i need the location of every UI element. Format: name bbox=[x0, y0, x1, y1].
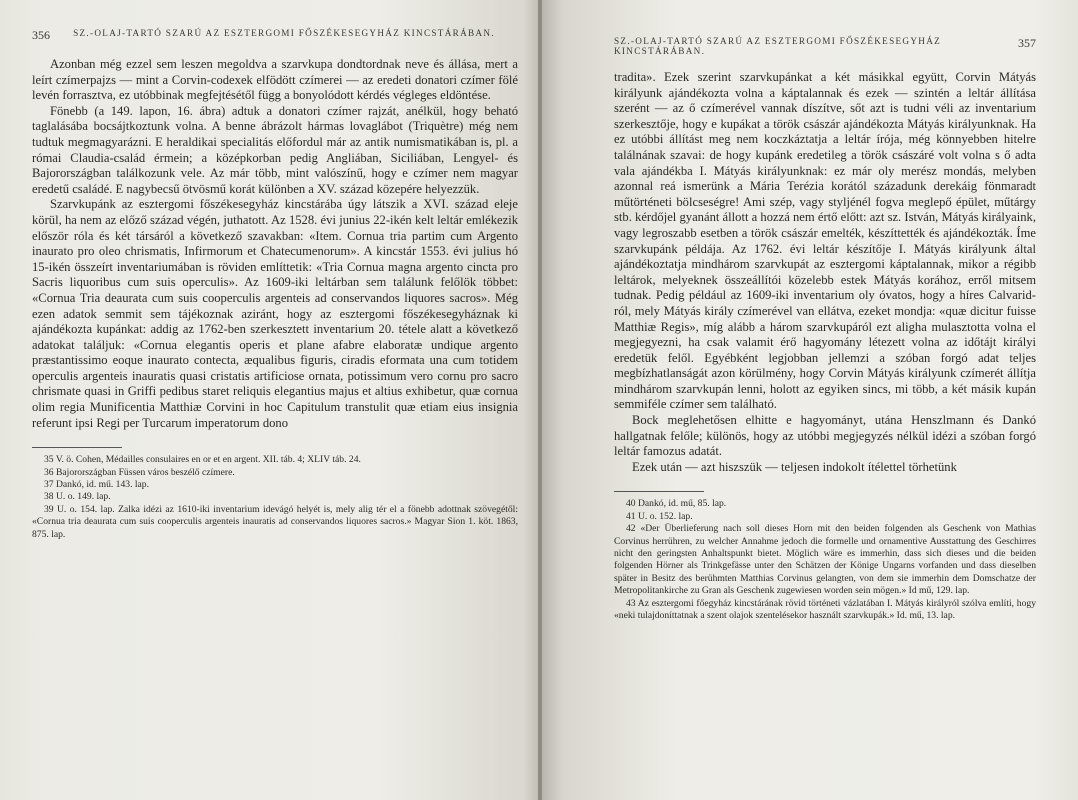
left-paragraph: Szarvkupánk az esztergomi főszékesegyház kincstárába úgy látszik a XVI. század eleje körül, ha nem az előző század végén, juthatott. Az 1528. évi junius 22-ikén kelt leltár emlékezik először róla és két társáról a következő szavakban: «Item. Cornua tria partim cum Argento inaurato pro oleo chrismatis, Infirmorum et Chatecumenorum». A kincstár 1553. évi julius hó 15-ikén összeírt inventariumában is röviden említtetik: «Tria Cornua magna argento cincta pro Sacris liquoribus cum suis operculis». Az 1609-iki leltárban sem találunk felőlök többet: «Cornua Tria deaurata cum suis cooperculis argenteis ad conservandos liquores sacros». Még ezen adatok semmit sem tájékoznak aziránt, hogy az esztergomi főszékesegyháznak ki ajándékozta kupánkat: addig az 1762-ben szerkesztett inventarium 20. tétele alatt a következő adatokat találjuk: «Cornua elegantis operis et plane afabre elaboratæ undique argento præstantissimo eoque inaurato contecta, æqualibus figuris, ciradis eformata una cum totidem operculis argenteis inauratis quasi cristatis artificiose ornata, potissimum vero cornu pro sacro chrismate quasi in Griffi pedibus staret reliquis elegantius majus et altius exhibetur, quæ cornua olim regia Munificentia Matthiæ Corvini in hoc Capitulum transtulit quæ etiam eius insignia referunt ipsi Regi per Turcarum imperatorum dono bbox=[32, 197, 518, 430]
right-paragraph: Bock meglehetősen elhitte e hagyományt, utána Henszlmann és Dankó hallgatnak felőle; különös, hogy az utóbbi megjegyzés nélkül idézi a szóban forgó leltár famozus adatát. bbox=[614, 413, 1036, 459]
footnote: 39 U. o. 154. lap. Zalka idézi az 1610-iki inventarium idevágó helyét is, mely alig tér el a fönebb adottnak szövegétől: «Cornua tria deaurata cum suis cooperculis argenteis inauratis ad conservandos liquores sacros.» Magyar Sion 1. köt. 1863, 875. lap. bbox=[32, 503, 518, 540]
footnote: 38 U. o. 149. lap. bbox=[44, 491, 111, 503]
footnote: 43 Az esztergomi főegyház kincstárának rövid történeti vázlatában I. Mátyás királyról szólva említi, hogy «neki tulajdoníttatnak a szent olajok szentelésekor használt szarvkupák.» Id. mű, 13. lap. bbox=[614, 597, 1036, 622]
left-footnote-rule bbox=[32, 447, 122, 448]
right-footnotes bbox=[614, 498, 1036, 622]
footnote: 35 V. ö. Cohen, Médailles consulaires en or et en argent. XII. táb. 4; XLIV táb. 24. bbox=[44, 454, 361, 466]
right-page-number: 357 bbox=[1018, 36, 1036, 50]
right-paragraph: Ezek után — azt hiszszük — teljesen indokolt ítélettel törhetünk bbox=[632, 459, 957, 474]
footnote: 41 U. o. 152. lap. bbox=[626, 510, 693, 522]
left-page-number: 356 bbox=[32, 28, 50, 42]
right-running-title: SZ.-OLAJ-TARTÓ SZARÚ AZ ESZTERGOMI FŐSZÉKESEGYHÁZ KINCSTÁRÁBAN. bbox=[614, 36, 942, 56]
footnote: 42 «Der Überlieferung nach soll dieses Horn mit den beiden folgenden als Geschenk von Mathias Corvinus herrühren, zu welcher Annahme jedoch die formelle und ornamentive Ausstattung des Geschirres nicht den geringsten Anhaltspunkt bietet. Möglich wäre es immerhin, dass sich dieses und die beiden folgenden Hörner als Trinkgefässe unter den Schätzen der Könige Ungarns vorfanden und dass dieselben später in Besitz des berühmten Matthias Corvinus gelangten, von dem sie immerhin dem Domschatze der Metropolitankirche zu Gran als Geschenk zugewiesen worden sein mögen.» Id mű, 129. lap. bbox=[614, 523, 1036, 597]
right-body-text bbox=[614, 70, 1036, 475]
left-paragraph: Fönebb (a 149. lapon, 16. ábra) adtuk a donatori czímer rajzát, anélkül, hogy beható taglalásába bocsájtkoztunk volna. A benne ábrázolt hármas lovaglábot (Triquètre) még nem tudtuk megmagyarázni. E heraldikai specialitás előfordul már az antik numismatikában is, pl. a római Claudia-család érmein; a középkorban pedig Angliában, Siciliában, Lengyel- és Bajorországban találkozunk vele. Az már több, mint valószínű, hogy e czímer nem magyar eredetű családé. E nagybecsű ötvösmű korát különben a XV. század közepére helyezzük. bbox=[32, 103, 518, 196]
left-running-head bbox=[32, 28, 518, 43]
footnote: 37 Dankó, id. mű. 143. lap. bbox=[44, 479, 149, 491]
right-paragraph: tradita». Ezek szerint szarvkupánkat a két másikkal együtt, Corvin Mátyás királyunk ajándékozta volna a káptalannak és ezek — szintén a leltár állítása szerént — az ő czímerével vannak díszítve, sőt azt is tudni véli az inventarium szerkesztője, hogy e kupákat a török császár ajándékozta Mátyás királyunknak. Ha ez utóbbi állítást meg nem koczkáztatja a leltár írója, még könnyebben hitelre találnának szavai: de hogy kupánk eredetileg a török császáré volt volna s ő adta vala ajándékba I. Mátyás királyunknak: ez már oly merész mondás, melyben azonnal reá ismerünk a Mária Terézia korától századunk derekáig fönmaradt műtörténeti bölcseségre! Ami szép, vagy styljénél fogva meglepő épület, műtárgy stb. kérdőjel gyanánt állott a hozzá nem értő előtt: azt sz. István, Mátyás királyaink, vagy legroszabb esetben a török császár emelték, készíttették és ajándékozták. Íme szarvkupánk példája. Az 1762. évi leltár készítője I. Mátyás királyunk által ajándékoztatja mindhárom szarvkupát az esztergomi káptalannak, mikor a régibb leltárok, melyeknek összeállítói közelebb estek Mátyás korához, erről mitsem tudnak. Pedig például az 1609-iki inventarium oly óvatos, hogy a híres Calvarid-ról, mely Mátyás király czímerével van ellátva, ezeket mondja: «quæ dicitur fuisse Matthiæ Regis», míg alább a három szarvkupáról ezt aligha mulasztotta volna el megjegyezni, ha csak valamit érő hagyomány létezett volna az időtájt királyi eredetük felől. Egyébként legjobban jellemzi a szóban forgó adat teljes megbízhatlanságát azon körülmény, hogy Corvin Mátyás királyunk czímerét állítja mindhárom szarvkupán lenni, holott az egyiken sincs, mi több, a két másik kupán semmiféle czímer sem található. bbox=[614, 70, 1036, 412]
left-body-text bbox=[32, 57, 518, 431]
footnote: 36 Bajorországban Füssen város beszélő czímere. bbox=[44, 466, 235, 478]
left-running-title: SZ.-OLAJ-TARTÓ SZARÚ AZ ESZTERGOMI FŐSZÉKESEGYHÁZ KINCSTÁRÁBAN. bbox=[73, 28, 495, 38]
left-footnotes bbox=[32, 454, 518, 541]
right-running-head bbox=[614, 36, 1036, 56]
right-page bbox=[542, 0, 1078, 800]
footnote: 40 Dankó, id. mű, 85. lap. bbox=[626, 498, 727, 510]
left-paragraph: Azonban még ezzel sem leszen megoldva a szarvkupa dondtordnak neve és állása, mert a leírt czímerpajzs — mint a Corvin-codexek elfödött czímerei — az eredeti donatori czímer fölé levén forrasztva, ez utóbbinak megfejtésétől függ a bonyolódott kérdés végleges eldöntése. bbox=[32, 57, 518, 103]
right-footnote-rule bbox=[614, 491, 704, 492]
